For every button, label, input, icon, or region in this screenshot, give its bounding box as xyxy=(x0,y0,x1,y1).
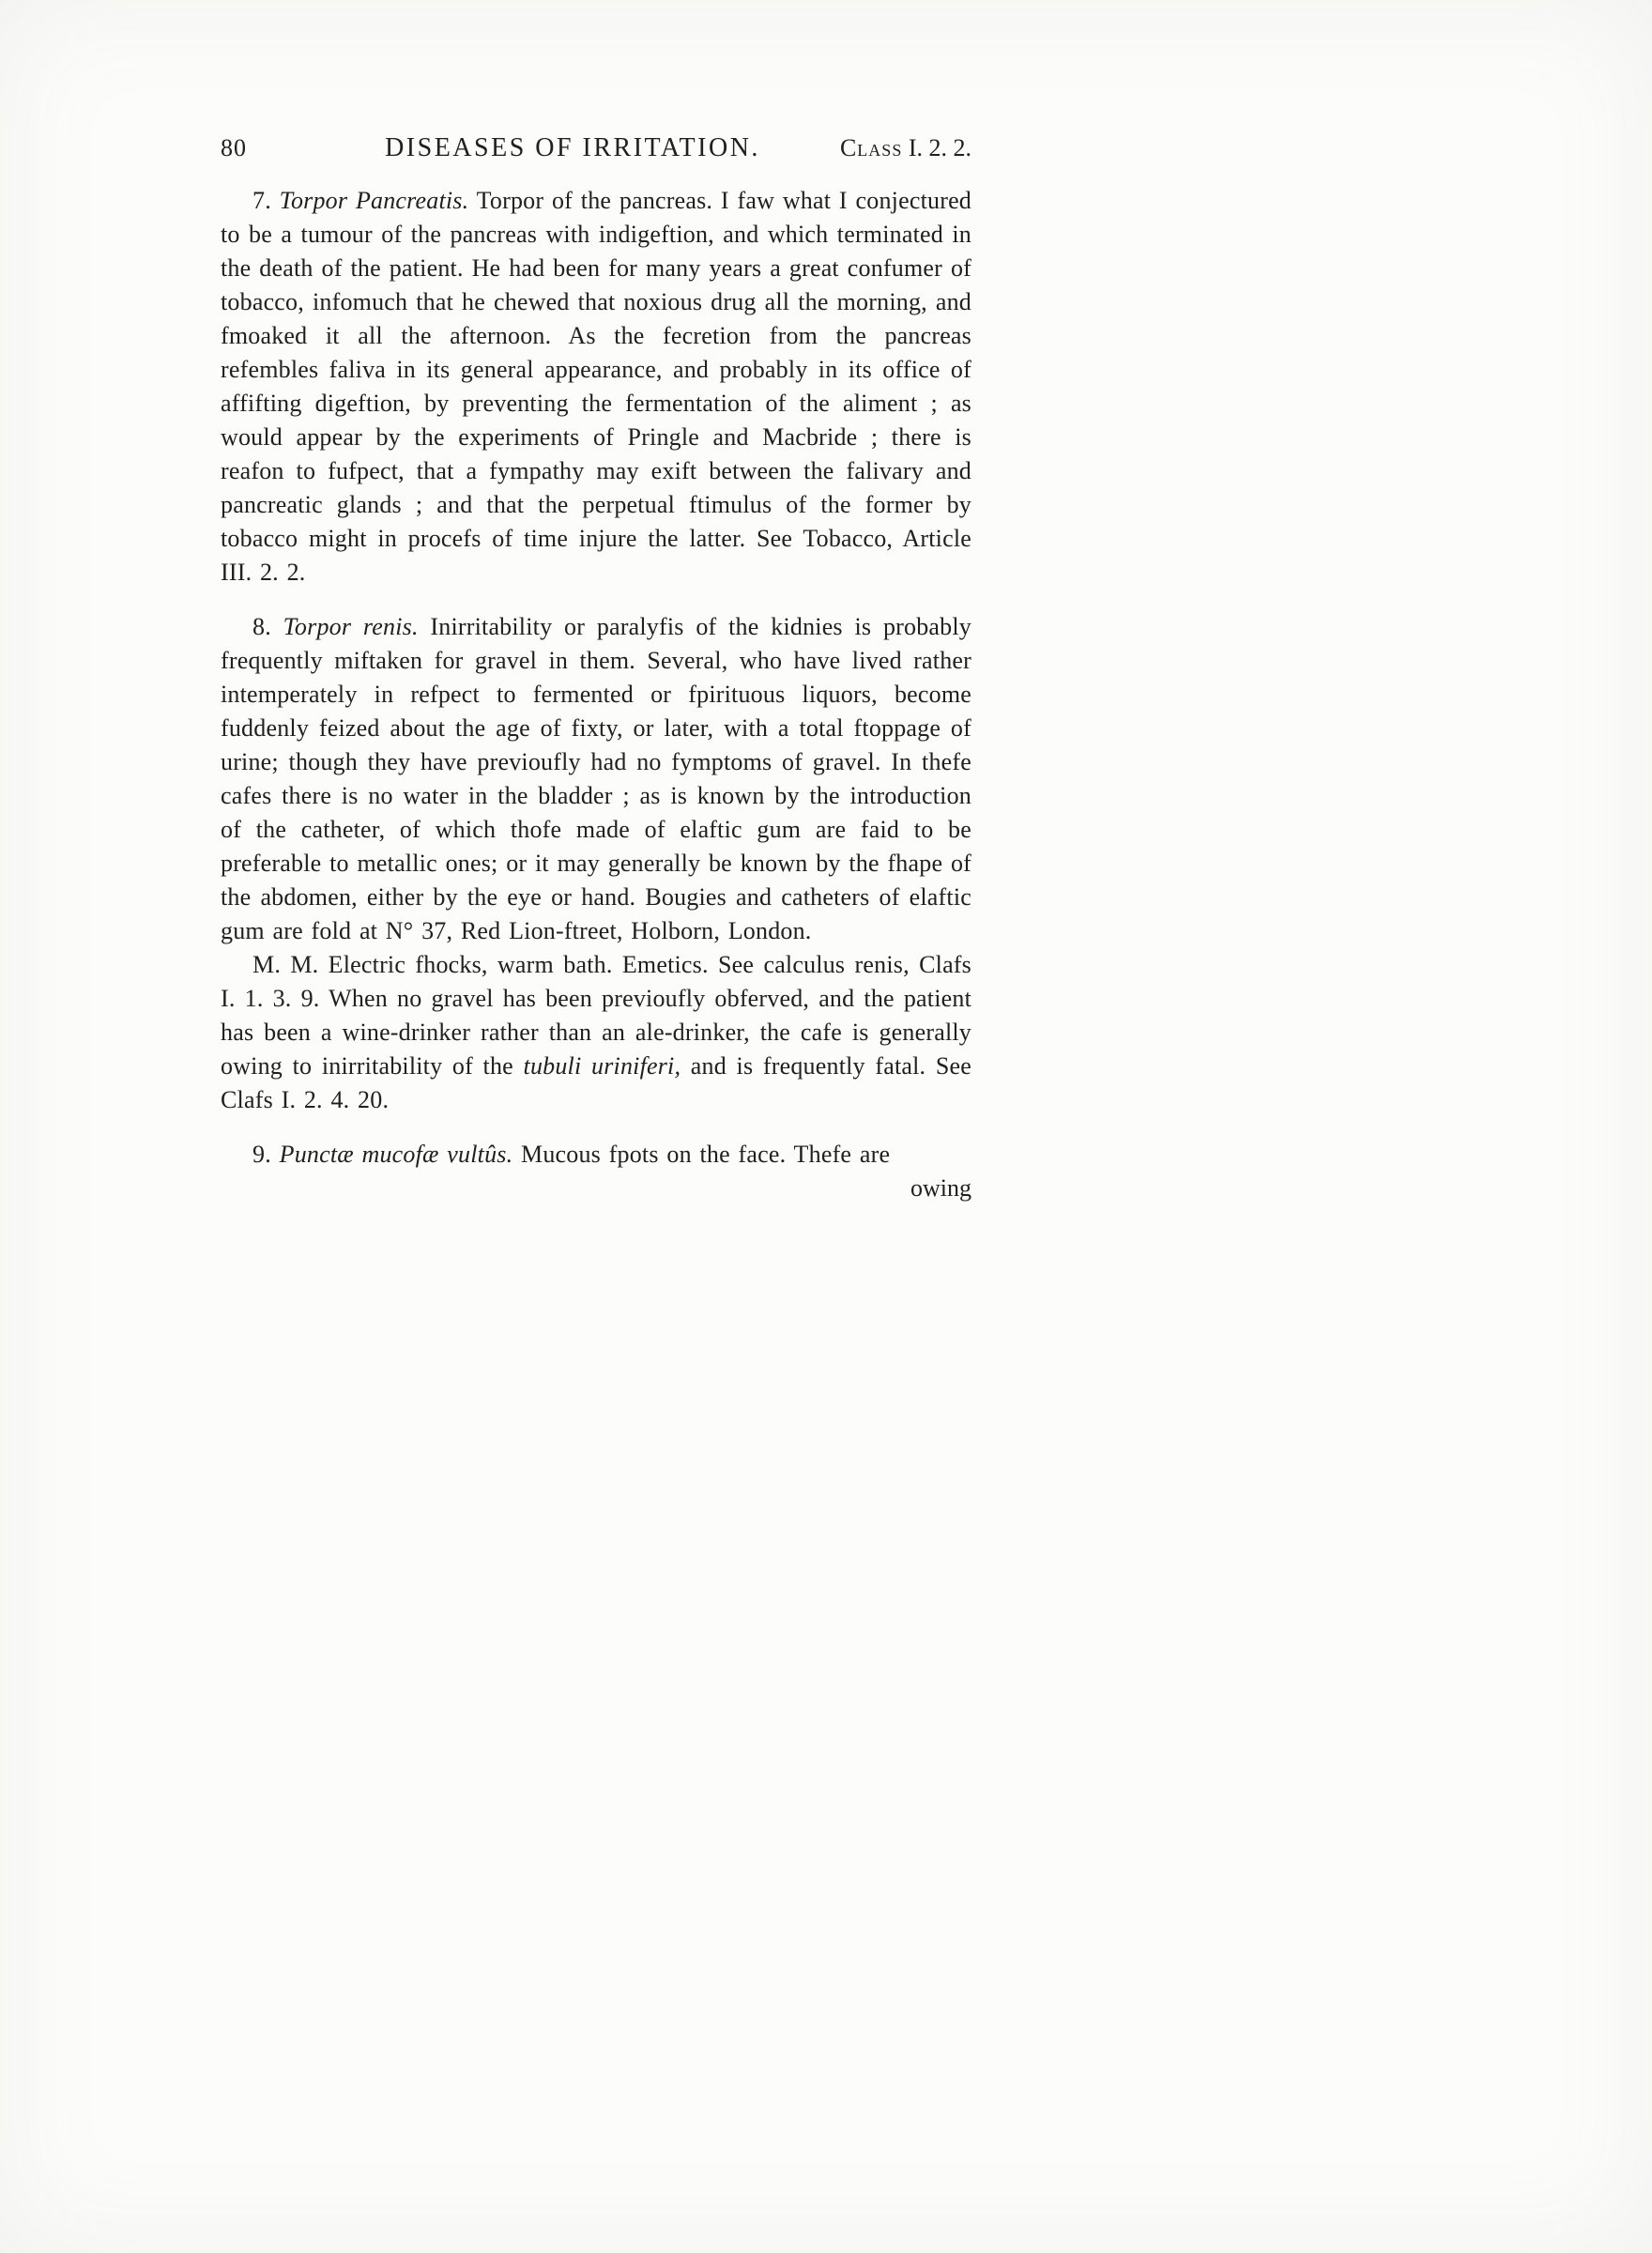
body-text xyxy=(221,184,971,1172)
paragraph-segment: Mucous fpots on the face. Thefe are xyxy=(512,1141,891,1168)
paragraph-segment: M. M. Electric fhocks, warm bath. Emetics. See calculus renis, Clafs I. 1. 3. 9. When no gravel has been previoufly obferved, and the patient has been a wine-drinker rather than an ale-drinker, the cafe is generally owing to inirritability of the xyxy=(221,951,971,1080)
paragraph xyxy=(221,948,971,1117)
paragraph-segment: Torpor of the pancreas. I faw what I conjectured to be a tumour of the pancreas with indigeftion, and which terminated in the death of the patient. He had been for many years a great confumer of tobacco, infomuch that he chewed that noxious drug all the morning, and fmoaked it all the afternoon. As the fecretion from the pancreas refembles faliva in its general appearance, and probably in its office of affifting digeftion, by preventing the fermentation of the aliment ; as would appear by the experiments of Pringle and Macbride ; there is reafon to fufpect, that a fympathy may exift between the falivary and pancreatic glands ; and that the perpetual ftimulus of the former by tobacco might in procefs of time injure the latter. See Tobacco, Article III. 2. 2. xyxy=(221,187,972,586)
class-label xyxy=(812,131,971,165)
catchword-row xyxy=(221,1172,971,1205)
class-numbers: I. 2. 2. xyxy=(902,134,971,161)
paragraph-segment: Inirritability or paralyfis of the kidnies is probably frequently miftaken for gravel in them. Several, who have lived rather intemperately in refpect to fermented or fpirituous liquors, become fuddenly feized about the age of fixty, or later, with a total ftoppage of urine; though they have previoufly had no fymptoms of gravel. In thefe cafes there is no water in the bladder ; as is known by the introduction of the catheter, of which thofe made of elaftic gum are faid to be preferable to metallic ones; or it may generally be known by the fhape of the abdomen, either by the eye or hand. Bougies and catheters of elaftic gum are fold at N° 37, Red Lion-ftreet, Holborn, London. xyxy=(221,613,971,944)
running-title: DISEASES OF IRRITATION. xyxy=(385,133,760,162)
paragraph xyxy=(221,1138,971,1172)
page-header xyxy=(221,131,971,165)
class-word: Class xyxy=(839,134,903,161)
paragraph-segment-italic: Torpor Pancreatis. xyxy=(279,187,469,214)
paragraph xyxy=(221,184,971,590)
paragraph-segment-italic: Punctæ mucofæ vultûs. xyxy=(279,1141,513,1168)
page-number: 80 xyxy=(221,134,247,161)
paragraph-segment: 8. xyxy=(252,613,283,640)
text-block xyxy=(221,131,971,1205)
paragraph-segment: 7. xyxy=(252,187,280,214)
paragraph-segment: 9. xyxy=(252,1141,280,1168)
paragraph-segment-italic: tubuli uriniferi, xyxy=(523,1052,681,1080)
paragraph-segment-italic: Torpor renis. xyxy=(283,613,419,640)
paragraph-segment: and is frequently fatal. See Clafs I. 2. 4. 20. xyxy=(221,1052,971,1113)
paragraph xyxy=(221,610,971,948)
catchword: owing xyxy=(910,1174,971,1202)
